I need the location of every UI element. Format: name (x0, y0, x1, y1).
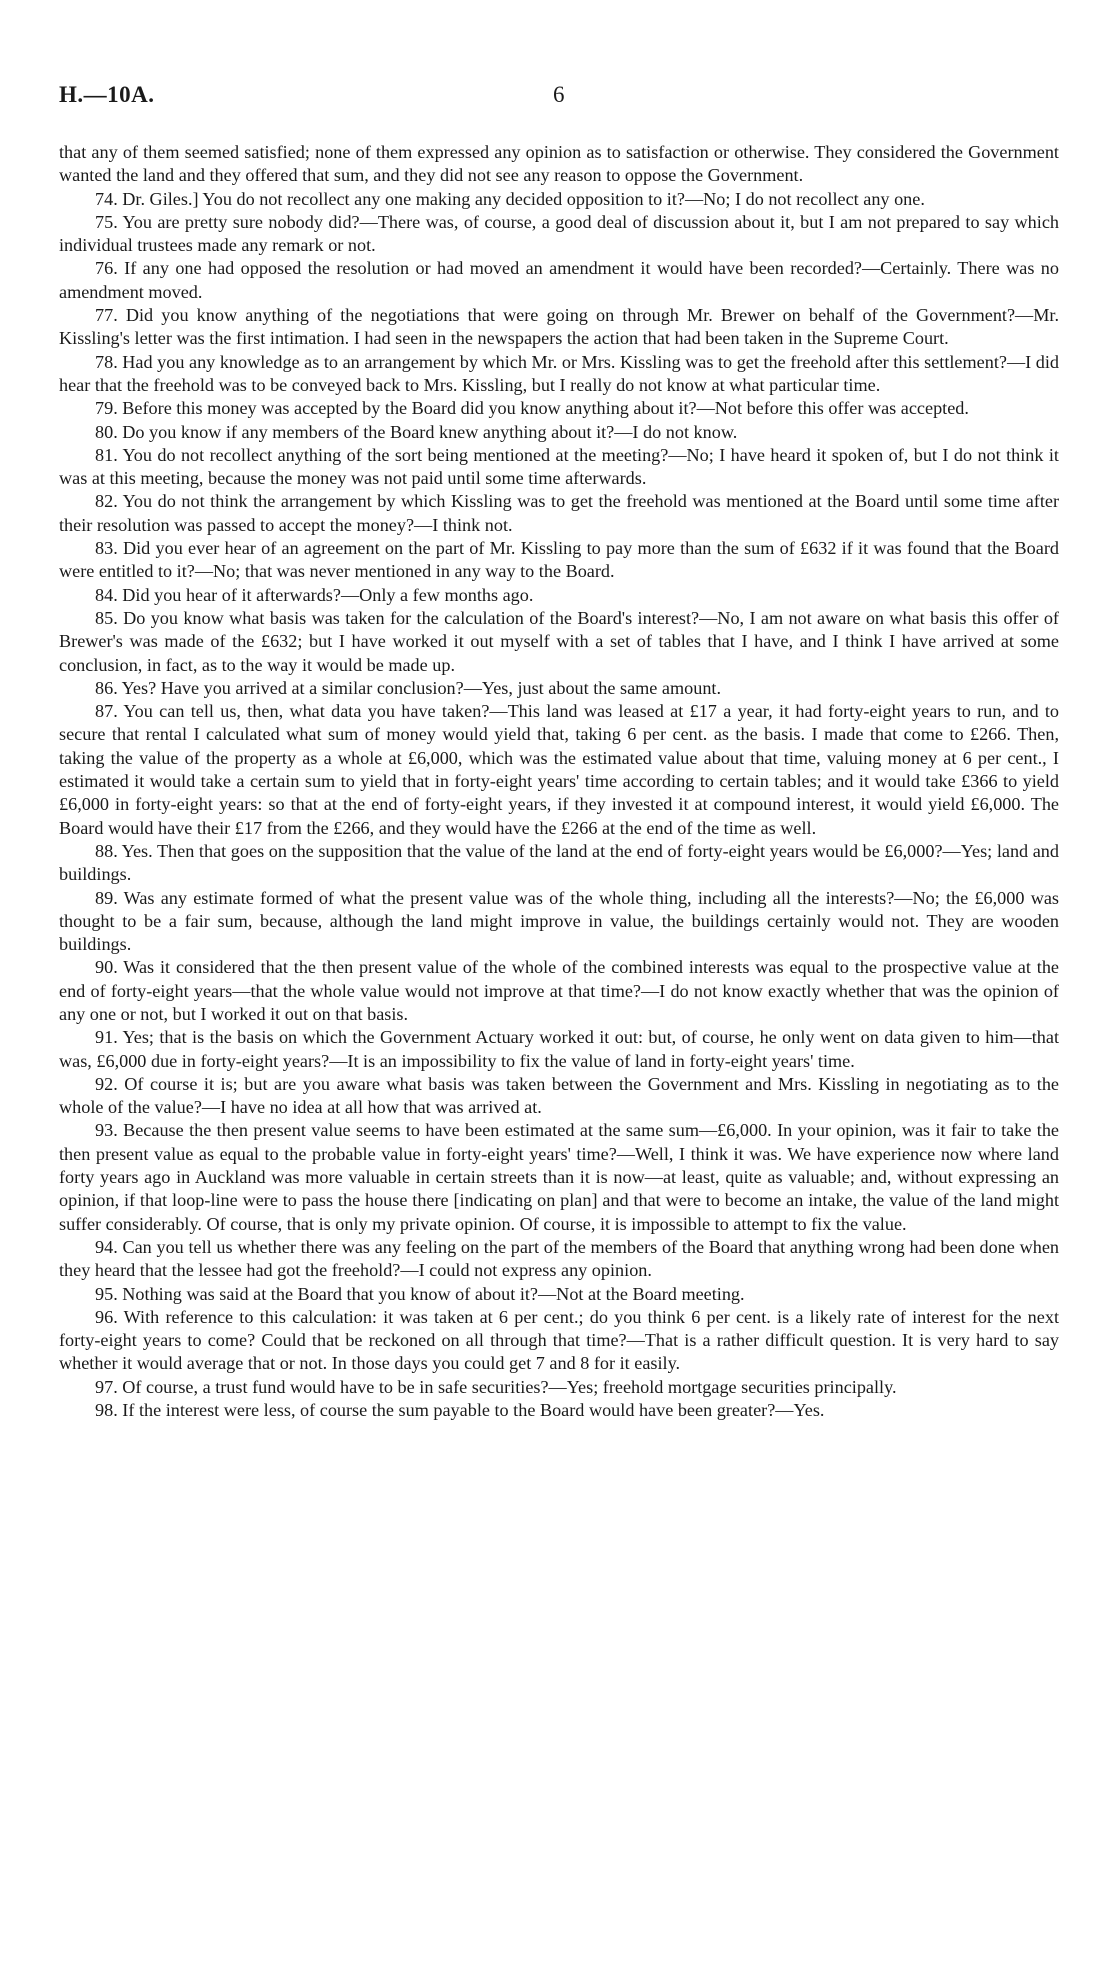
question-91: 91. Yes; that is the basis on which the Government Actuary worked it out: but, of course, he only went on data given to him—that was, £6,000 due in forty-eight years?—It is an impossibility to fix the value of land in forty-eight years' time. (59, 1027, 1059, 1071)
question-83: 83. Did you ever hear of an agreement on the part of Mr. Kissling to pay more than the sum of £632 if it was found that the Board were entitled to it?—No; that was never mentioned in any way to the Board. (59, 538, 1059, 582)
body-text (59, 141, 1059, 1422)
question-92: 92. Of course it is; but are you aware what basis was taken between the Government and Mrs. Kissling in negotiating as to the whole of the value?—I have no idea at all how that was arrived at. (59, 1073, 1059, 1118)
question-74: 74. Dr. Giles.] You do not recollect any one making any decided opposition to it?—No; I do not recollect any one. (95, 188, 925, 209)
question-77: 77. Did you know anything of the negotiations that were going on through Mr. Brewer on behalf of the Government?—Mr. Kissling's letter was the first intimation. I had seen in the newspapers the action that had been taken in the Supreme Court. (59, 305, 1059, 349)
question-80: 80. Do you know if any members of the Board knew anything about it?—I do not know. (95, 421, 738, 442)
question-90: 90. Was it considered that the then present value of the whole of the combined interests was equal to the prospective value at the end of forty-eight years—that the whole value would not improve at that time?—I do not know exactly whether that was the opinion of any one or not, but I worked it out on that basis. (59, 957, 1059, 1024)
question-93: 93. Because the then present value seems to have been estimated at the same sum—£6,000. In your opinion, was it fair to take the then present value as equal to the probable value in forty-eight years' time?—Well, I think it was. We have experience now where land forty years ago in Auckland was more valuable in certain streets than it is now—at least, quite as valuable; and, without expressing an opinion, if that loop-line were to pass the house there [indicating on plan] and that were to become an intake, the value of the land might suffer considerably. Of course, that is only my private opinion. Of course, it is impossible to attempt to fix the value. (59, 1120, 1059, 1234)
question-78: 78. Had you any knowledge as to an arrangement by which Mr. or Mrs. Kissling was to get the freehold after this settlement?—I did hear that the freehold was to be conveyed back to Mrs. Kissling, but I really do not know at what particular time. (59, 351, 1059, 395)
question-81: 81. You do not recollect anything of the sort being mentioned at the meeting?—No; I have heard it spoken of, but I do not think it was at this meeting, because the money was not paid until some time afterwards. (59, 444, 1059, 489)
question-97: 97. Of course, a trust fund would have to be in safe securities?—Yes; freehold mortgage securities principally. (95, 1376, 897, 1397)
running-head (59, 82, 1059, 112)
question-87: 87. You can tell us, then, what data you have taken?—This land was leased at £17 a year, it had forty-eight years to run, and to secure that rental I calculated what sum of money would yield that, taking 6 per cent. as the basis. I made that come to £266. Then, taking the value of the property as a whole at £6,000, which was the estimated value about that time, valuing money at 6 per cent., I estimated it would take a certain sum to yield that in forty-eight years' time according to certain tables; and it would take £366 to yield £6,000 in forty-eight years: so that at the end of forty-eight years, if they invested it at compound interest, it would yield £6,000. The Board would have their £17 from the £266, and they would have the £266 at the end of the time as well. (59, 701, 1059, 838)
question-76: 76. If any one had opposed the resolution or had moved an amendment it would have been recorded?—Certainly. There was no amendment moved. (59, 258, 1059, 302)
question-79: 79. Before this money was accepted by the Board did you know anything about it?—Not before this offer was accepted. (95, 398, 969, 419)
question-75: 75. You are pretty sure nobody did?—There was, of course, a good deal of discussion about it, but I am not prepared to say which individual trustees made any remark or not. (59, 211, 1059, 256)
question-95: 95. Nothing was said at the Board that you know of about it?—Not at the Board meeting. (95, 1283, 745, 1304)
question-84: 84. Did you hear of it afterwards?—Only a few months ago. (95, 584, 534, 605)
document-reference: H.—10A. (59, 82, 155, 107)
question-98: 98. If the interest were less, of course the sum payable to the Board would have been greater?—Yes. (95, 1400, 825, 1421)
page-number: 6 (553, 82, 565, 107)
question-96: 96. With reference to this calculation: it was taken at 6 per cent.; do you think 6 per cent. is a likely rate of interest for the next forty-eight years to come? Could that be reckoned on all through that time?—That is a rather difficult question. It is very hard to say whether it would average that or not. In those days you could get 7 and 8 for it easily. (59, 1306, 1059, 1374)
question-85: 85. Do you know what basis was taken for the calculation of the Board's interest?—No, I am not aware on what basis this offer of Brewer's was made of the £632; but I have worked it out myself with a set of tables that I have, and I think I have arrived at some conclusion, in fact, as to the way it would be made up. (59, 607, 1059, 675)
paragraph-continuation: that any of them seemed satisfied; none of them expressed any opinion as to satisfaction or otherwise. They considered the Government wanted the land and they offered that sum, and they did not see any reason to oppose the Government. (59, 142, 1059, 186)
question-86: 86. Yes? Have you arrived at a similar conclusion?—Yes, just about the same amount. (95, 677, 722, 698)
question-88: 88. Yes. Then that goes on the supposition that the value of the land at the end of forty-eight years would be £6,000?—Yes; land and buildings. (59, 840, 1059, 885)
question-89: 89. Was any estimate formed of what the present value was of the whole thing, including all the interests?—No; the £6,000 was thought to be a fair sum, because, although the land might improve in value, the buildings certainly would not. They are wooden buildings. (59, 887, 1059, 955)
question-82: 82. You do not think the arrangement by which Kissling was to get the freehold was mentioned at the Board until some time after their resolution was passed to accept the money?—I think not. (59, 491, 1059, 535)
question-94: 94. Can you tell us whether there was any feeling on the part of the members of the Board that anything wrong had been done when they heard that the lessee had got the freehold?—I could not express any opinion. (59, 1236, 1059, 1281)
